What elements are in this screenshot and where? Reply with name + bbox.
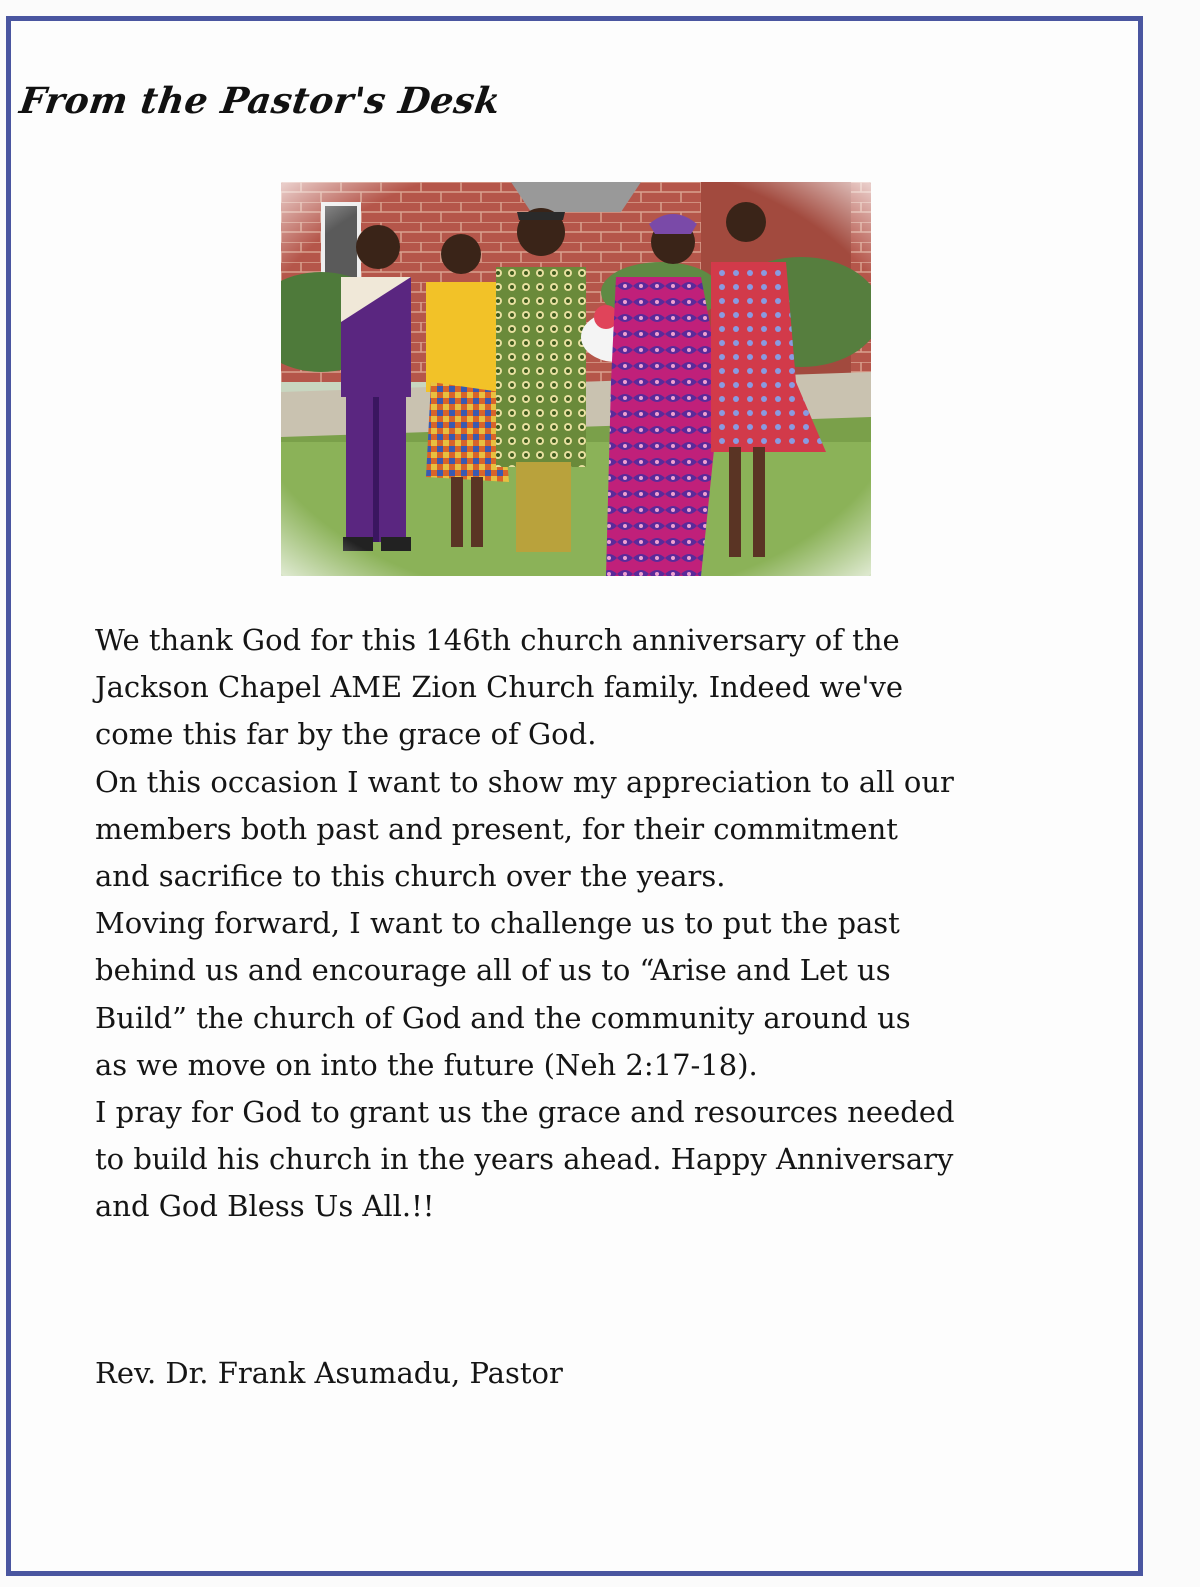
page-heading: From the Pastor's Desk	[17, 80, 504, 122]
message-line: members both past and present, for their commitment	[95, 811, 898, 846]
message-line: behind us and encourage all of us to “Arise and Let us	[95, 953, 891, 988]
message-line: Jackson Chapel AME Zion Church family. Indeed we've	[95, 670, 904, 705]
message-line: Moving forward, I want to challenge us to put the past	[95, 906, 900, 941]
message-line: I pray for God to grant us the grace and resources needed	[95, 1095, 955, 1130]
message-line: On this occasion I want to show my appreciation to all our	[95, 764, 954, 799]
message-line: as we move on into the future (Neh 2:17-18).	[95, 1047, 758, 1082]
message-line: and God Bless Us All.!!	[95, 1189, 435, 1224]
message-line: to build his church in the years ahead. Happy Anniversary	[95, 1142, 954, 1177]
message-line: We thank God for this 146th church anniversary of the	[95, 623, 900, 657]
message-line: and sacrifice to this church over the years.	[95, 859, 726, 894]
family-photo	[281, 182, 871, 576]
message-line: Build” the church of God and the community around us	[95, 1000, 911, 1035]
message-line: come this far by the grace of God.	[95, 717, 597, 752]
pastor-signature: Rev. Dr. Frank Asumadu, Pastor	[95, 1356, 563, 1390]
pastor-message	[95, 617, 1095, 1231]
